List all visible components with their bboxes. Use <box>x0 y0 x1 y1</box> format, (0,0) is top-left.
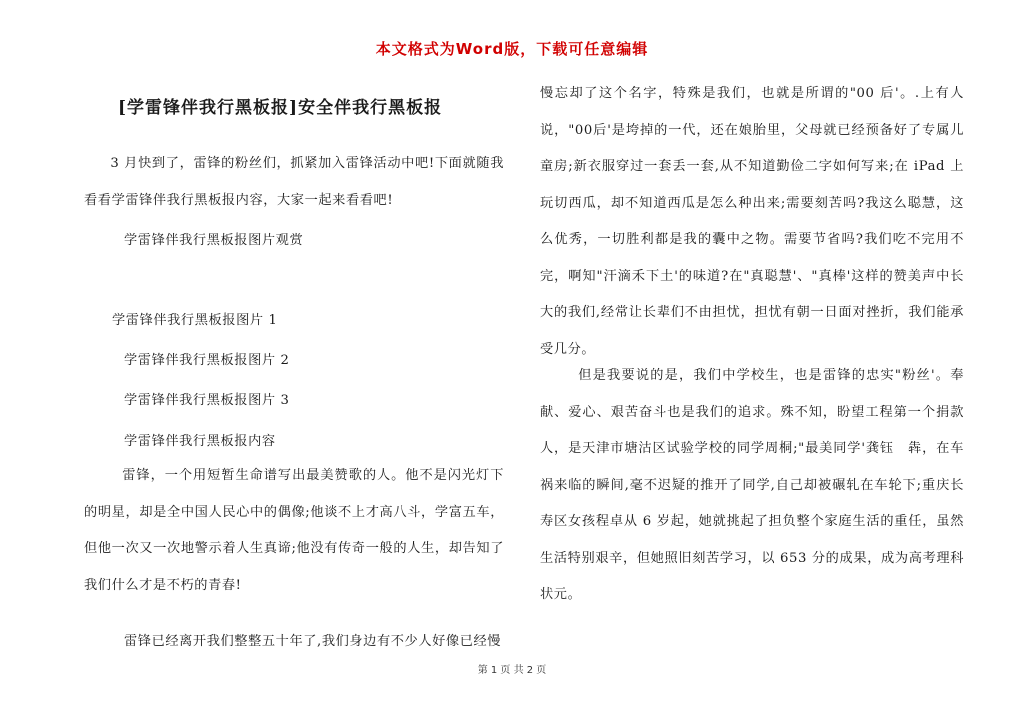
body-paragraph-2-continued: 慢忘却了这个名字，特殊是我们，也就是所谓的"00 后'。.上有人说，"00后'是垮掉的一代，还在娘胎里，父母就已经预备好了专属儿童房;新衣服穿过一套丢一套,从不知道勤俭二字如何写来;在 iPad 上玩切西瓜，却不知道西瓜是怎么种出来;需要刻苦吗?我这么聪慧，这么优秀，一切胜利都是我的囊中之物。需要节省吗?我们吃不完用不完，啊知"汗滴禾下土'的味道?在"真聪慧'、"真棒'这样的赞美声中长大的我们,经常让长辈们不由担忧，担忧有朝一日面对挫折，我们能承受几分。 <box>540 86 964 357</box>
content-heading: 学雷锋伴我行黑板报内容 <box>124 434 276 449</box>
image-caption-2: 学雷锋伴我行黑板报图片 2 <box>124 353 290 368</box>
gallery-heading: 学雷锋伴我行黑板报图片观赏 <box>124 233 304 248</box>
intro-paragraph: 3 月快到了，雷锋的粉丝们，抓紧加入雷锋活动中吧!下面就随我看看学雷锋伴我行黑板报内容，大家一起来看看吧! <box>84 156 504 208</box>
image-caption-3: 学雷锋伴我行黑板报图片 3 <box>124 393 290 408</box>
body-paragraph-3: 但是我要说的是，我们中学校生，也是雷锋的忠实"粉丝'。奉献、爱心、艰苦奋斗也是我们的追求。殊不知，盼望工程第一个捐款人，是天津市塘沽区试验学校的同学周桐;"最美同学'龚钰 犇，在车祸来临的瞬间,毫不迟疑的推开了同学,自己却被碾轧在车轮下;重庆长寿区女孩程卓从 6 岁起，她就挑起了担负整个家庭生活的重任，虽然生活特别艰辛，但她照旧刻苦学习，以 653 分的成果，成为高考理科状元。 <box>540 368 964 602</box>
body-paragraph-1: 雷锋，一个用短暂生命谱写出最美赞歌的人。他不是闪光灯下的明星，却是全中国人民心中的偶像;他谈不上才高八斗，学富五车，但他一次又一次地警示着人生真谛;他没有传奇一般的人生，却告知了我们什么才是不朽的青春! <box>84 468 504 593</box>
page-title: [学雷锋伴我行黑板报]安全伴我行黑板报 <box>118 98 443 118</box>
editable-notice-banner: 本文格式为Word版，下载可任意编辑 <box>375 40 649 58</box>
page-number: 第 1 页 共 2 页 <box>477 665 547 676</box>
body-paragraph-2-start: 雷锋已经离开我们整整五十年了,我们身边有不少人好像已经慢 <box>124 634 502 649</box>
image-caption-1: 学雷锋伴我行黑板报图片 1 <box>112 313 278 328</box>
